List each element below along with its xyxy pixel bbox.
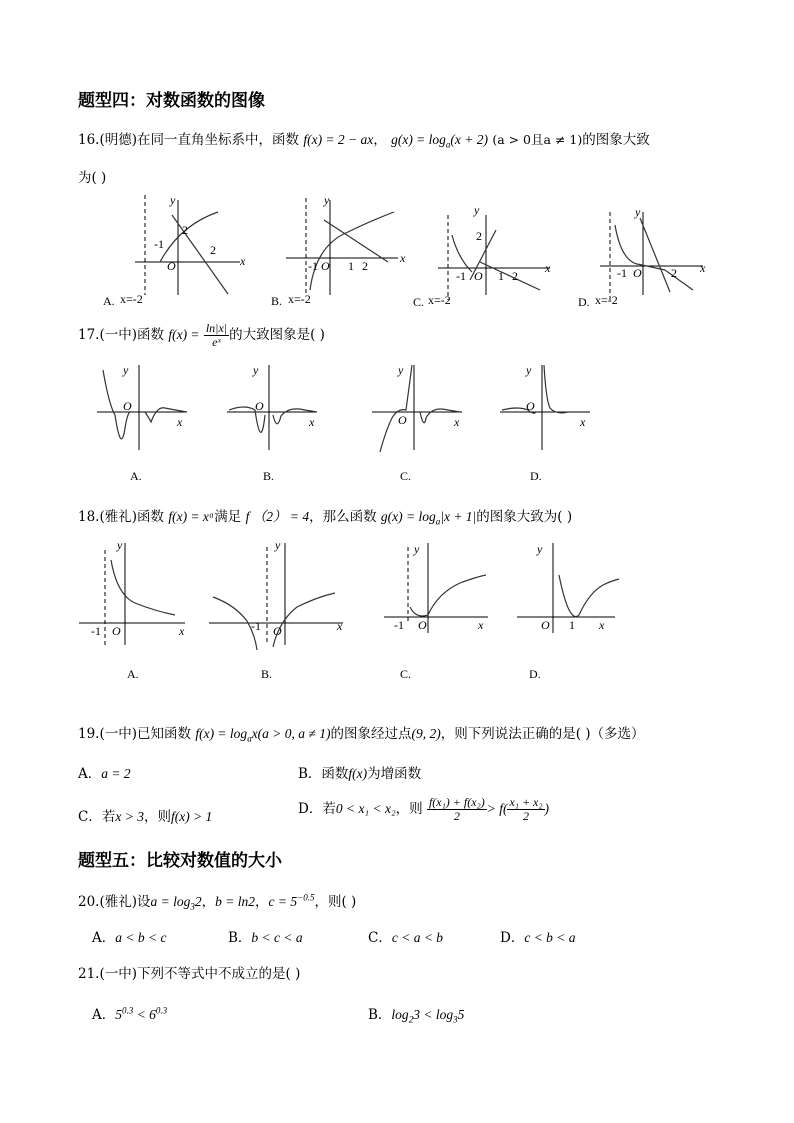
math-expression: > f( bbox=[486, 801, 508, 817]
x-label: x bbox=[337, 619, 343, 633]
option-letter: D. bbox=[530, 469, 542, 483]
q17-graph-c bbox=[370, 360, 470, 485]
q18-graph-a bbox=[75, 535, 195, 685]
tick-label: 2 bbox=[182, 223, 188, 237]
question-number: 20. bbox=[78, 894, 100, 910]
separator: ， bbox=[373, 132, 387, 148]
option-text: 若 bbox=[322, 801, 336, 818]
x-label: x bbox=[400, 251, 406, 265]
exponent: 0.3 bbox=[155, 1005, 168, 1016]
math-expression bbox=[269, 894, 315, 909]
option-letter: C． bbox=[78, 809, 102, 825]
fraction bbox=[204, 322, 229, 349]
option-letter: A. bbox=[103, 294, 115, 308]
origin-label: O bbox=[474, 269, 483, 283]
y-label: y bbox=[324, 193, 330, 207]
y-label: y bbox=[398, 363, 404, 377]
log-label: a = log bbox=[150, 894, 191, 909]
question-16-line2: 为( ) bbox=[78, 170, 107, 186]
numerator: ln|x| bbox=[205, 321, 228, 335]
section-title: 题型五：比较对数值的大小 bbox=[78, 851, 282, 871]
log-argument: x(a > 0, a ≠ 1) bbox=[251, 726, 331, 741]
math-expression: a = 2 bbox=[101, 766, 131, 781]
log-label: g(x) = log bbox=[391, 132, 446, 147]
log-curve bbox=[310, 212, 394, 290]
tick-label: 2 bbox=[362, 259, 368, 273]
math-expression: ) bbox=[544, 801, 550, 817]
y-label: y bbox=[117, 538, 123, 552]
log-base: 3 bbox=[190, 901, 195, 912]
question-text: 的图象大致 bbox=[582, 132, 650, 148]
option-letter: C. bbox=[400, 469, 412, 483]
log-label: log bbox=[435, 1007, 454, 1022]
log-argument: |x + 1| bbox=[440, 509, 477, 524]
log-curve bbox=[452, 235, 472, 272]
x-label: x bbox=[545, 261, 551, 275]
option-letter: C. bbox=[413, 295, 425, 309]
y-label: y bbox=[537, 542, 543, 556]
option-letter: A． bbox=[92, 930, 116, 946]
log-argument: 2 bbox=[194, 894, 202, 909]
q18-graph-b bbox=[205, 535, 355, 685]
operator: < bbox=[419, 1007, 436, 1022]
option-letter: B． bbox=[228, 930, 252, 946]
math-expression: f(x) = 2 − ax bbox=[303, 132, 374, 147]
math-expression: c < b < a bbox=[524, 930, 576, 945]
math-expression: f （2） = 4 bbox=[245, 509, 310, 524]
question-text: 的大致图象是( ) bbox=[229, 327, 325, 344]
question-number: 16. bbox=[78, 132, 100, 148]
math-expression bbox=[115, 1007, 167, 1022]
math-expression: f(x) > 1 bbox=[170, 809, 213, 824]
origin-label: O bbox=[123, 399, 132, 413]
question-number: 18. bbox=[78, 509, 100, 525]
question-19 bbox=[78, 722, 645, 744]
y-label: y bbox=[635, 205, 641, 219]
exponent: 0.3 bbox=[122, 1005, 134, 1016]
power-base: 5 bbox=[115, 1007, 122, 1022]
option-letter: B. bbox=[261, 667, 273, 681]
asymptote-label: x=-2 bbox=[428, 293, 451, 307]
option-text: ，则 bbox=[143, 809, 171, 825]
question-text: ，那么函数 bbox=[309, 509, 377, 525]
operator: < bbox=[133, 1007, 150, 1022]
line bbox=[640, 218, 670, 292]
question-20: 20.(雅礼)设$a = \log_32$，b = ln2，$c = 5^{-0.5}$，则( ) bbox=[78, 892, 357, 912]
log-argument: 5 bbox=[457, 1007, 465, 1022]
option-letter: D． bbox=[298, 801, 323, 818]
math-expression: c < a < b bbox=[391, 930, 444, 945]
math-expression: f(x) = xᵃ bbox=[168, 509, 215, 524]
math-expression bbox=[195, 726, 331, 744]
option-letter: C． bbox=[368, 930, 392, 946]
log-curve bbox=[615, 225, 693, 290]
option-b[interactable] bbox=[298, 762, 421, 782]
q18-graph-d bbox=[515, 535, 635, 685]
log-label: f(x) = log bbox=[195, 726, 248, 741]
origin-label: O bbox=[167, 259, 176, 273]
question-source: (一中) bbox=[99, 726, 138, 742]
option-letter: B. bbox=[271, 294, 283, 308]
tick-label: -1 bbox=[251, 619, 261, 633]
option-b[interactable] bbox=[368, 1003, 464, 1025]
origin-label: O bbox=[633, 266, 642, 280]
numerator: x₁ + x₂ bbox=[509, 795, 543, 809]
question-text: 下列不等式中不成立的是( ) bbox=[137, 966, 301, 982]
fraction bbox=[507, 796, 544, 823]
origin-label: O bbox=[418, 618, 427, 632]
option-letter: C. bbox=[400, 667, 412, 681]
denominator: 2 bbox=[453, 809, 460, 824]
power-base: c = 5 bbox=[268, 894, 298, 909]
log-curve bbox=[111, 560, 175, 615]
option-b[interactable] bbox=[228, 926, 303, 946]
log-base: 3 bbox=[453, 1014, 458, 1025]
x-label: x bbox=[240, 254, 246, 268]
question-number: 19. bbox=[78, 726, 100, 742]
math-expression: x > 3 bbox=[115, 809, 144, 824]
tick-label: 2 bbox=[210, 243, 216, 257]
question-text: 函数 bbox=[137, 509, 165, 525]
question-source: (一中) bbox=[99, 966, 138, 982]
math-expression bbox=[150, 894, 202, 912]
log-curve bbox=[410, 575, 486, 616]
exponent: −0.5 bbox=[297, 892, 315, 903]
option-letter: A. bbox=[127, 667, 139, 681]
question-text: 已知函数 bbox=[137, 726, 192, 742]
tick-label: -1 bbox=[456, 269, 466, 283]
y-label: y bbox=[474, 203, 480, 217]
option-letter: A． bbox=[78, 766, 102, 782]
option-d[interactable] bbox=[500, 926, 576, 946]
question-text: 的图象经过点 bbox=[330, 726, 412, 742]
question-source: (一中) bbox=[99, 327, 138, 344]
option-letter: A． bbox=[92, 1007, 116, 1023]
option-letter: D. bbox=[578, 295, 590, 309]
origin-label: O bbox=[398, 413, 407, 427]
tick-label: -1 bbox=[91, 624, 101, 638]
option-a[interactable] bbox=[92, 926, 166, 946]
y-label: y bbox=[170, 193, 176, 207]
option-letter: D． bbox=[500, 930, 525, 946]
fraction bbox=[427, 796, 487, 823]
question-text: 函数 bbox=[137, 327, 165, 344]
option-letter: B． bbox=[298, 766, 322, 782]
x-label: x bbox=[700, 261, 706, 275]
option-c[interactable] bbox=[78, 805, 212, 825]
y-label: y bbox=[526, 363, 532, 377]
question-number: 21. bbox=[78, 966, 100, 982]
x-label: x bbox=[580, 415, 586, 429]
question-source: (雅礼) bbox=[99, 509, 138, 525]
x-label: x bbox=[179, 624, 185, 638]
q16-graph-c bbox=[410, 200, 560, 312]
origin-label: O bbox=[273, 624, 282, 638]
curve-right bbox=[544, 365, 590, 413]
question-16 bbox=[78, 128, 650, 150]
denominator: eˣ bbox=[212, 335, 221, 350]
math-expression: 0 < x₁ < x₂ bbox=[335, 801, 396, 817]
option-a[interactable] bbox=[92, 1003, 167, 1023]
x-label: x bbox=[454, 415, 460, 429]
math-expression bbox=[391, 132, 489, 150]
q17-graph-a bbox=[95, 360, 195, 485]
question-18 bbox=[78, 505, 572, 527]
option-a[interactable] bbox=[78, 762, 131, 782]
option-letter: A. bbox=[130, 469, 142, 483]
option-letter: B． bbox=[368, 1007, 392, 1023]
tick-label: -1 bbox=[617, 266, 627, 280]
x-label: x bbox=[599, 618, 605, 632]
math-expression bbox=[391, 1007, 465, 1025]
question-source: (雅礼) bbox=[99, 894, 138, 910]
tick-label: -1 bbox=[308, 259, 318, 273]
asymptote-label: x=-2 bbox=[595, 293, 618, 307]
question-21 bbox=[78, 962, 300, 982]
origin-label: O bbox=[112, 624, 121, 638]
line bbox=[172, 215, 228, 294]
question-text: ，则( ) bbox=[314, 894, 357, 910]
option-text: 若 bbox=[101, 809, 116, 825]
question-source: (明德) bbox=[99, 132, 138, 148]
log-base: a bbox=[435, 516, 441, 527]
y-label: y bbox=[123, 363, 129, 377]
q18-graph-c bbox=[380, 535, 500, 685]
q16-graph-b bbox=[268, 190, 418, 310]
q16-graph-a bbox=[100, 190, 260, 310]
question-text: 设 bbox=[137, 894, 151, 910]
log-label: log bbox=[391, 1007, 409, 1022]
q16-graph-d bbox=[575, 200, 725, 312]
math-expression bbox=[380, 509, 477, 527]
option-text: ，则 bbox=[395, 801, 423, 818]
origin-label: O bbox=[526, 399, 535, 413]
q17-graph-d bbox=[498, 360, 598, 485]
log-argument: 3 bbox=[413, 1007, 420, 1022]
question-text: ，则下列说法正确的是( )（多选） bbox=[440, 726, 645, 742]
question-text: 满足 bbox=[214, 509, 242, 525]
origin-label: O bbox=[541, 618, 550, 632]
option-c[interactable] bbox=[368, 926, 443, 946]
point: (9, 2) bbox=[411, 726, 441, 741]
tick-label: -1 bbox=[394, 618, 404, 632]
log-argument: (x + 2) bbox=[450, 132, 489, 147]
tick-label: 1 bbox=[348, 259, 354, 273]
option-letter: B. bbox=[263, 469, 275, 483]
numerator: f(x₁) + f(x₂) bbox=[428, 795, 485, 809]
math-expression: a < b < c bbox=[115, 930, 167, 945]
x-label: x bbox=[478, 618, 484, 632]
y-label: y bbox=[414, 542, 420, 556]
log-curve bbox=[559, 575, 619, 617]
math-expression: f(x) bbox=[348, 766, 368, 781]
math-expression: b < c < a bbox=[251, 930, 303, 945]
option-text: 函数 bbox=[321, 766, 349, 782]
tick-label: -1 bbox=[154, 237, 164, 251]
log-label: g(x) = log bbox=[380, 509, 436, 524]
condition: (a > 0且a ≠ 1) bbox=[492, 132, 583, 147]
section-title: 题型四：对数函数的图像 bbox=[78, 91, 265, 111]
tick-label: 1 bbox=[498, 269, 504, 283]
question-17 bbox=[78, 322, 325, 349]
y-label: y bbox=[253, 363, 259, 377]
curve-left bbox=[380, 365, 412, 452]
log-curve-right bbox=[273, 593, 335, 647]
denominator: 2 bbox=[523, 809, 529, 824]
line bbox=[480, 262, 540, 290]
tick-label: 2 bbox=[512, 269, 518, 283]
x-label: x bbox=[177, 415, 183, 429]
tick-label: 2 bbox=[671, 266, 677, 280]
option-d[interactable] bbox=[298, 796, 549, 823]
asymptote-label: x=-2 bbox=[120, 292, 143, 306]
q17-graph-b bbox=[225, 360, 325, 485]
question-text: 在同一直角坐标系中，函数 bbox=[137, 132, 300, 148]
option-text: 为增函数 bbox=[367, 766, 422, 782]
asymptote-label: x=-2 bbox=[288, 292, 311, 306]
tick-label: 1 bbox=[569, 618, 575, 632]
y-label: y bbox=[275, 538, 281, 552]
x-label: x bbox=[309, 415, 315, 429]
tick-label: 2 bbox=[476, 229, 482, 243]
math-expression: b = ln2 bbox=[215, 894, 256, 909]
log-base: 2 bbox=[408, 1014, 414, 1025]
log-base: a bbox=[445, 139, 451, 150]
log-base: a bbox=[247, 733, 252, 744]
origin-label: O bbox=[321, 259, 330, 273]
question-text: 的图象大致为( ) bbox=[476, 509, 573, 525]
math-expression: f(x) = bbox=[168, 327, 200, 343]
question-number: 17. bbox=[78, 327, 100, 344]
option-letter: D. bbox=[529, 667, 541, 681]
origin-label: O bbox=[255, 399, 264, 413]
power-base: 6 bbox=[149, 1007, 156, 1022]
